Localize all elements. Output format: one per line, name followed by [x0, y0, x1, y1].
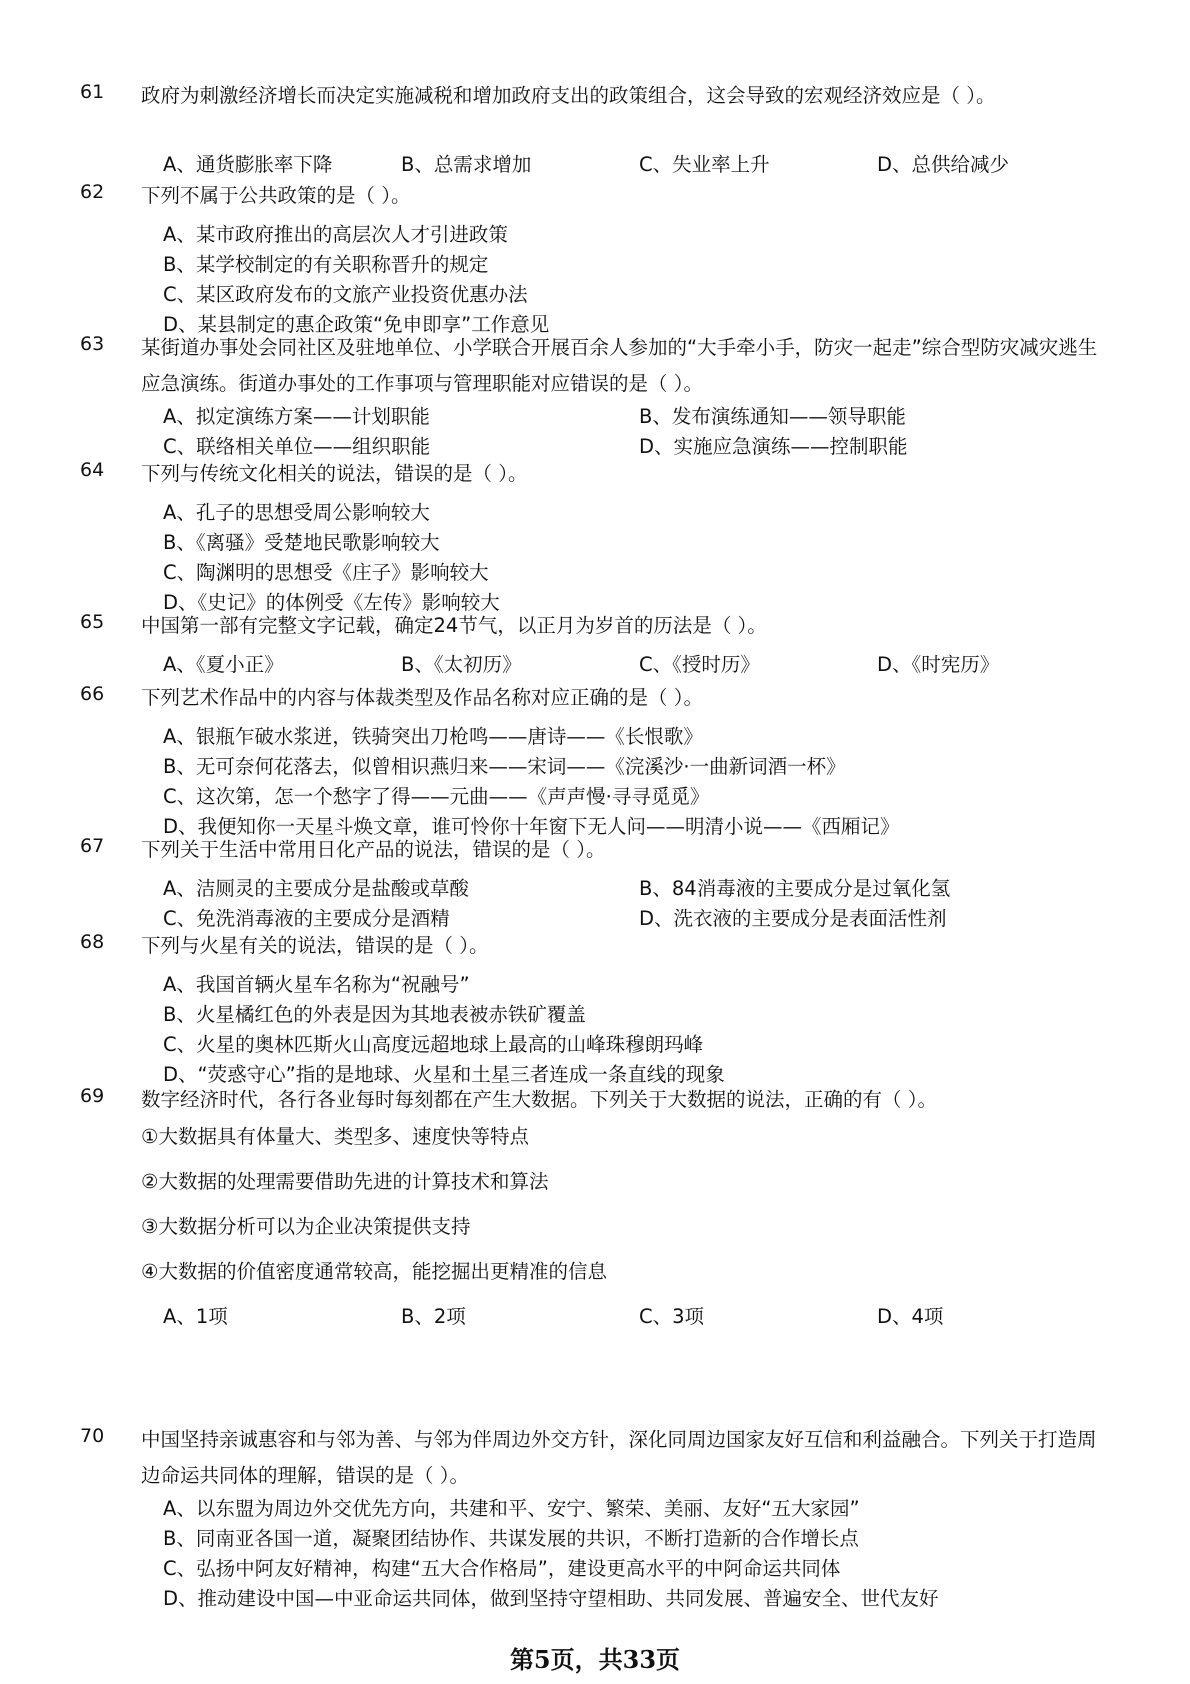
- question-stem: 中国坚持亲诚惠容和与邻为善、与邻为伴周边外交方针，深化同周边国家友好互信和利益融合。下列关于打造周边命运共同体的理解，错误的是（ ）。: [141, 1428, 1097, 1487]
- option-c: C、这次第，怎一个愁字了得——元曲——《声声慢·寻寻觅觅》: [163, 785, 710, 808]
- option-a: A、我国首辆火星车名称为“祝融号”: [163, 973, 470, 996]
- question-stem: 下列与火星有关的说法，错误的是（ ）。: [141, 934, 489, 957]
- option-c: C、某区政府发布的文旅产业投资优惠办法: [163, 283, 528, 306]
- option-a: A、通货膨胀率下降: [163, 153, 333, 176]
- question-stem: 下列不属于公共政策的是（ ）。: [141, 184, 411, 207]
- statement-2: ②大数据的处理需要借助先进的计算技术和算法: [141, 1170, 549, 1193]
- option-b: B、2项: [401, 1305, 466, 1328]
- question-stem: 某街道办事处会同社区及驻地单位、小学联合开展百余人参加的“大手牵小手，防灾一起走”综合型防灾减灾逃生应急演练。街道办事处的工作事项与管理职能对应错误的是（ ）。: [141, 336, 1098, 395]
- option-c: C、联络相关单位——组织职能: [163, 435, 431, 458]
- statement-3: ③大数据分析可以为企业决策提供支持: [141, 1215, 471, 1238]
- question-number: 61: [80, 81, 105, 103]
- option-d: D、推动建设中国—中亚命运共同体，做到坚持守望相助、共同发展、普遍安全、世代友好: [163, 1587, 939, 1610]
- option-b: B、发布演练通知——领导职能: [639, 405, 906, 428]
- question-number: 64: [80, 459, 105, 481]
- option-d: D、洗衣液的主要成分是表面活性剂: [639, 907, 947, 930]
- option-c: C、弘扬中阿友好精神，构建“五大合作格局”，建设更高水平的中阿命运共同体: [163, 1557, 841, 1580]
- question-stem: 中国第一部有完整文字记载，确定24节气，以正月为岁首的历法是（ ）。: [141, 614, 767, 637]
- question-number: 68: [80, 931, 105, 953]
- option-b: B、某学校制定的有关职称晋升的规定: [163, 253, 489, 276]
- option-d: D、我便知你一天星斗焕文章，谁可怜你十年窗下无人问——明清小说——《西厢记》: [163, 815, 900, 838]
- option-b: B、《离骚》受楚地民歌影响较大: [163, 531, 440, 554]
- option-a: A、孔子的思想受周公影响较大: [163, 501, 430, 524]
- option-b: B、《太初历》: [401, 653, 522, 676]
- option-b: B、同南亚各国一道，凝聚团结协作、共谋发展的共识，不断打造新的合作增长点: [163, 1527, 859, 1550]
- option-d: D、4项: [877, 1305, 944, 1328]
- option-c: C、火星的奥林匹斯火山高度远超地球上最高的山峰珠穆朗玛峰: [163, 1033, 704, 1056]
- question-number: 70: [80, 1425, 105, 1447]
- option-a: A、拟定演练方案——计划职能: [163, 405, 430, 428]
- question-number: 67: [80, 835, 105, 857]
- option-b: B、火星橘红色的外表是因为其地表被赤铁矿覆盖: [163, 1003, 586, 1026]
- question-number: 65: [80, 611, 105, 633]
- option-c: C、陶渊明的思想受《庄子》影响较大: [163, 561, 489, 584]
- option-d: D、某县制定的惠企政策“免申即享”工作意见: [163, 313, 550, 336]
- option-d: D、《史记》的体例受《左传》影响较大: [163, 591, 500, 614]
- question-number: 66: [80, 683, 105, 705]
- option-c: C、《授时历》: [639, 653, 760, 676]
- option-d: D、总供给减少: [877, 153, 1010, 176]
- question-stem: 政府为刺激经济增长而决定实施减税和增加政府支出的政策组合，这会导致的宏观经济效应是（ ）。: [141, 84, 996, 107]
- option-c: C、3项: [639, 1305, 705, 1328]
- option-d: D、《时宪历》: [877, 653, 1000, 676]
- option-b: B、84消毒液的主要成分是过氧化氢: [639, 877, 951, 900]
- option-a: A、银瓶乍破水浆迸，铁骑突出刀枪鸣——唐诗——《长恨歌》: [163, 725, 703, 748]
- question-number: 69: [80, 1085, 105, 1107]
- page-footer: 第5页，共33页: [509, 1645, 681, 1674]
- option-d: D、“荧惑守心”指的是地球、火星和土星三者连成一条直线的现象: [163, 1063, 725, 1086]
- option-a: A、洁厕灵的主要成分是盐酸或草酸: [163, 877, 469, 900]
- question-stem: 数字经济时代，各行各业每时每刻都在产生大数据。下列关于大数据的说法，正确的有（ ）。: [141, 1088, 937, 1111]
- option-d: D、实施应急演练——控制职能: [639, 435, 908, 458]
- option-a: A、1项: [163, 1305, 228, 1328]
- question-number: 62: [80, 181, 105, 203]
- question-stem: 下列艺术作品中的内容与体裁类型及作品名称对应正确的是（ ）。: [141, 686, 703, 709]
- option-a: A、某市政府推出的高层次人才引进政策: [163, 223, 508, 246]
- statement-1: ①大数据具有体量大、类型多、速度快等特点: [141, 1125, 529, 1148]
- option-b: B、无可奈何花落去，似曾相识燕归来——宋词——《浣溪沙·一曲新词酒一杯》: [163, 755, 846, 778]
- option-c: C、免洗消毒液的主要成分是酒精: [163, 907, 450, 930]
- option-b: B、总需求增加: [401, 153, 532, 176]
- option-c: C、失业率上升: [639, 153, 770, 176]
- option-a: A、《夏小正》: [163, 653, 284, 676]
- question-number: 63: [80, 333, 105, 355]
- question-stem: 下列与传统文化相关的说法，错误的是（ ）。: [141, 462, 528, 485]
- option-a: A、以东盟为周边外交优先方向，共建和平、安宁、繁荣、美丽、友好“五大家园”: [163, 1497, 860, 1520]
- statement-4: ④大数据的价值密度通常较高，能挖掘出更精准的信息: [141, 1260, 607, 1283]
- question-stem: 下列关于生活中常用日化产品的说法，错误的是（ ）。: [141, 838, 606, 861]
